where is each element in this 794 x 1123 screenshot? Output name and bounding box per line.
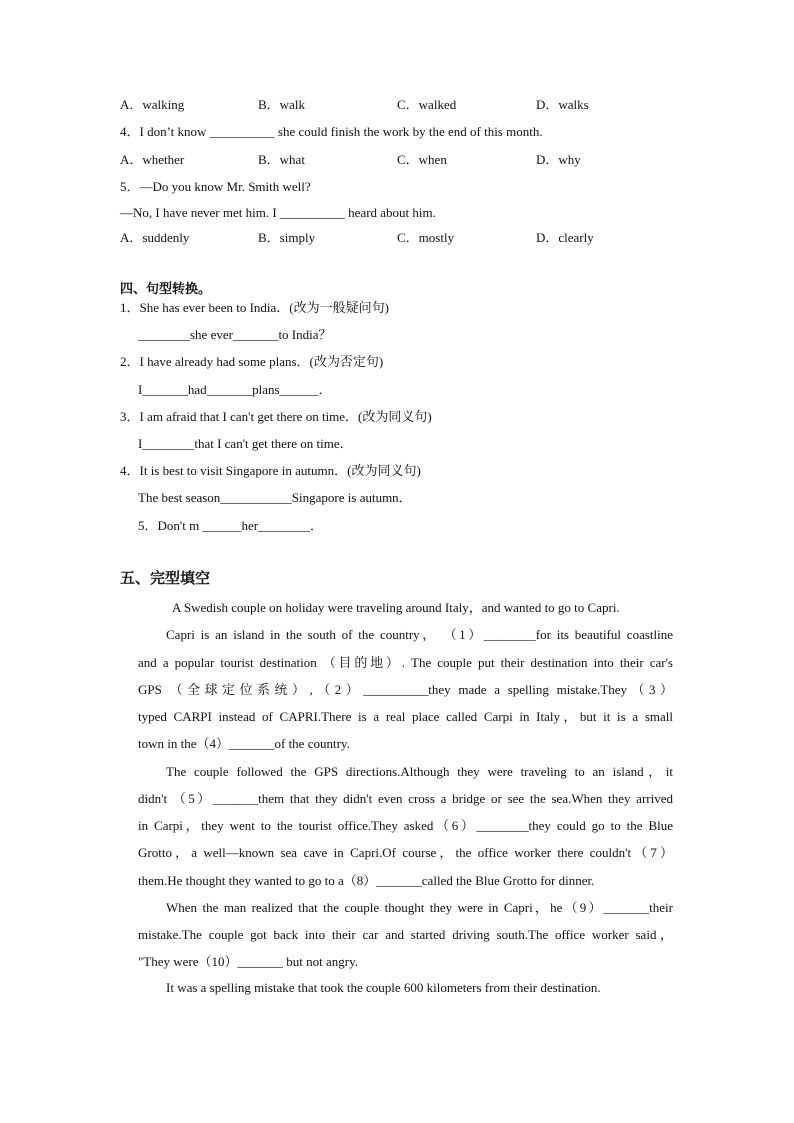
question-5-stem: 5．—Do you know Mr. Smith well? [120, 179, 311, 194]
cloze-paragraph-1-line: A Swedish couple on holiday were traveling around Italy，and wanted to go to Capri. [172, 600, 620, 615]
transform-item-3-answer: I________that I can't get there on time． [138, 436, 353, 451]
transform-item-1-answer: ________she ever_______to India？ [138, 327, 332, 342]
option-b: B．walk [258, 97, 305, 112]
cloze-paragraph-4-line: "They were（10）_______ but not angry. [138, 954, 359, 969]
cloze-paragraph-5-line: It was a spelling mistake that took the couple 600 kilometers from their destination. [166, 980, 601, 995]
transform-item-2-question: 2．I have already had some plans．(改为否定句) [120, 354, 384, 369]
cloze-paragraph-3-line: them.He thought they wanted to go to a（8）_______called the Blue Grotto for dinner. [138, 873, 595, 888]
question-4-stem: 4．I don’t know __________ she could finish the work by the end of this month. [120, 124, 543, 139]
transform-item-5: 5．Don't m ______her________． [138, 518, 324, 533]
transform-item-4-question: 4．It is best to visit Singapore in autumn．(改为同义句) [120, 463, 421, 478]
option-d: D．why [536, 152, 581, 167]
cloze-paragraph-3-line: didn't （5）_______them that they didn't even cross a bridge or see the sea.When they arrived [138, 791, 673, 806]
cloze-paragraph-2-line: typed CARPI instead of CAPRI.There is a real place called Carpi in Italy，but it is a small [138, 709, 673, 724]
cloze-paragraph-3-line: Grotto，a well—known sea cave in Capri.Of course，the office worker there couldn't（7） [138, 845, 673, 860]
transform-item-1-question: 1．She has ever been to India．(改为一般疑问句) [120, 300, 389, 315]
cloze-paragraph-2-line: and a popular tourist destination （目的地）. The couple put their destination into their car's [138, 655, 673, 670]
option-c: C．mostly [397, 230, 455, 245]
option-d: D．clearly [536, 230, 594, 245]
option-a: A．walking [120, 97, 185, 112]
cloze-paragraph-2-line: GPS （全球定位系统）,（2）__________they made a spelling mistake.They（3） [138, 682, 673, 697]
option-b: B．simply [258, 230, 316, 245]
option-a: A．suddenly [120, 230, 190, 245]
transform-item-4-answer: The best season___________Singapore is autumn． [138, 490, 412, 505]
option-c: C．when [397, 152, 447, 167]
option-c: C．walked [397, 97, 457, 112]
option-a: A．whether [120, 152, 185, 167]
cloze-paragraph-2-line: town in the（4）_______of the country. [138, 736, 350, 751]
question-5-stem-reply: —No, I have never met him. I __________ heard about him. [120, 205, 436, 220]
cloze-paragraph-4-line: When the man realized that the couple thought they were in Capri，he（9）_______their [166, 900, 673, 915]
transform-item-2-answer: I_______had_______plans______． [138, 382, 332, 397]
option-b: B．what [258, 152, 305, 167]
section-5-title: 五、完型填空 [120, 569, 211, 587]
cloze-paragraph-2-line: Capri is an island in the south of the country， （1）________for its beautiful coastline [166, 627, 673, 642]
transform-item-3-question: 3．I am afraid that I can't get there on time．(改为同义句) [120, 409, 432, 424]
cloze-paragraph-4-line: mistake.The couple got back into their car and started driving south.The office worker said， [138, 927, 673, 942]
option-d: D．walks [536, 97, 589, 112]
section-4-title: 四、句型转换。 [120, 282, 212, 297]
cloze-paragraph-3-line: in Carpi，they went to the tourist office.They asked（6）________they could go to the Blue [138, 818, 673, 833]
cloze-paragraph-3-line: The couple followed the GPS directions.Although they were traveling to an island，it [166, 764, 673, 779]
